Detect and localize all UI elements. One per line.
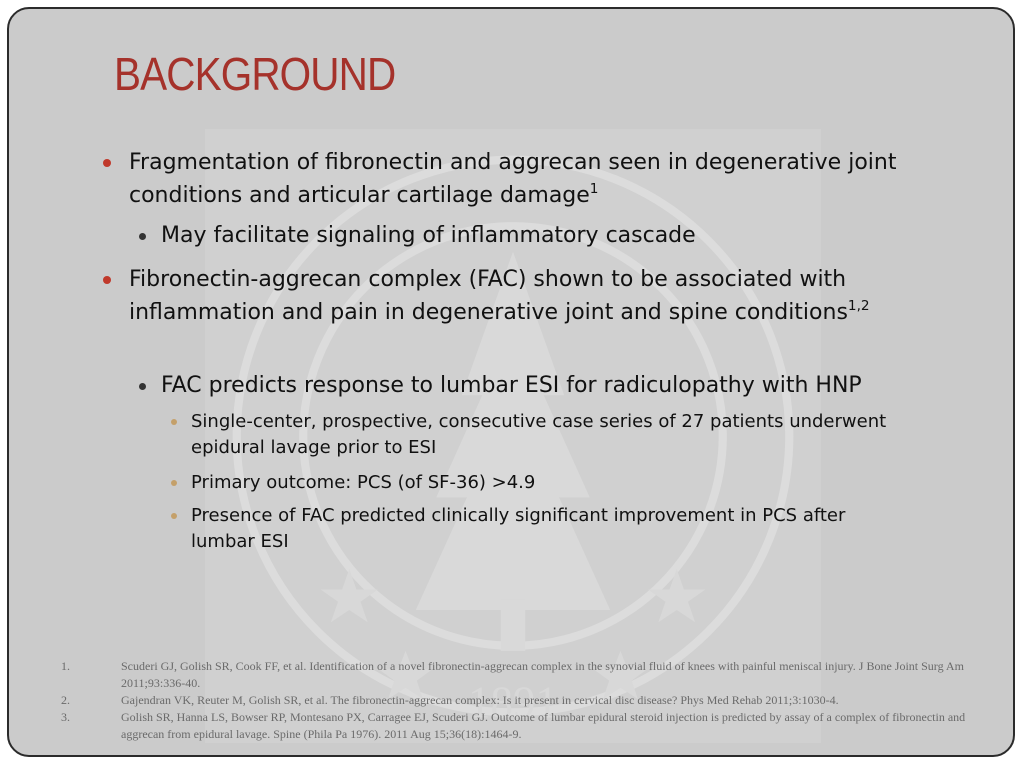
bullet-item	[191, 409, 931, 461]
bullet-item	[191, 503, 911, 555]
bullet-text: Single-center, prospective, consecutive case series of 27 patients underwent epidural lavage prior to ESI	[191, 411, 887, 458]
bullet-dot-icon	[139, 383, 146, 390]
bullet-text: Presence of FAC predicted clinically significant improvement in PCS after lumbar ESI	[191, 505, 846, 552]
bullet-dot-icon	[139, 233, 146, 240]
bullet-text: Fibronectin-aggrecan complex (FAC) shown to be associated with inflammation and pain in degenerative joint and spine conditions	[129, 267, 848, 325]
bullet-dot-icon	[171, 513, 177, 519]
reference-number: 2.	[61, 693, 70, 707]
bullet-dot-icon	[103, 276, 111, 284]
bullet-text: Primary outcome: PCS (of SF-36) >4.9	[191, 472, 536, 493]
reference-text: Scuderi GJ, Golish SR, Cook FF, et al. Identification of a novel fibronectin-aggrecan complex in the synovial fluid of knees with painful meniscal injury. J Bone Joint Surg Am 2011;93:336-40.	[121, 659, 964, 690]
reference-text: Golish SR, Hanna LS, Bowser RP, Montesano PX, Carragee EJ, Scuderi GJ. Outcome of lumbar epidural steroid injection is predicted by assay of a complex of fibronectin and aggrecan from epidural lavage. Spine (Phila Pa 1976). 2011 Aug 15;36(18):1464-9.	[121, 710, 966, 741]
bullet-text: May facilitate signaling of inflammatory cascade	[161, 223, 696, 248]
reference-item	[49, 658, 969, 692]
bullet-text: FAC predicts response to lumbar ESI for radiculopathy with HNP	[161, 373, 862, 398]
bullet-dot-icon	[171, 419, 177, 425]
slide-title: BACKGROUND	[114, 48, 396, 100]
citation-superscript: 1	[589, 181, 599, 198]
svg-text:1891: 1891	[467, 677, 559, 728]
bullet-item	[161, 371, 941, 401]
bullet-item	[129, 146, 929, 212]
bullet-text: Fragmentation of fibronectin and aggrecan seen in degenerative joint conditions and articular cartilage damage	[129, 150, 897, 208]
bullet-dot-icon	[171, 480, 177, 486]
references	[49, 658, 969, 743]
reference-number: 3.	[61, 710, 70, 724]
reference-number: 1.	[61, 659, 70, 673]
slide	[7, 7, 1015, 757]
bullet-item	[129, 263, 919, 329]
reference-item	[49, 692, 969, 709]
bullet-item	[191, 470, 951, 496]
citation-superscript: 1,2	[847, 298, 870, 315]
reference-item	[49, 709, 969, 743]
reference-text: Gajendran VK, Reuter M, Golish SR, et al. The fibronectin-aggrecan complex: Is it present in cervical disc disease? Phys Med Rehab 2011;3:1030-4.	[121, 693, 839, 707]
bullet-dot-icon	[103, 159, 111, 167]
bullet-item	[161, 221, 941, 251]
